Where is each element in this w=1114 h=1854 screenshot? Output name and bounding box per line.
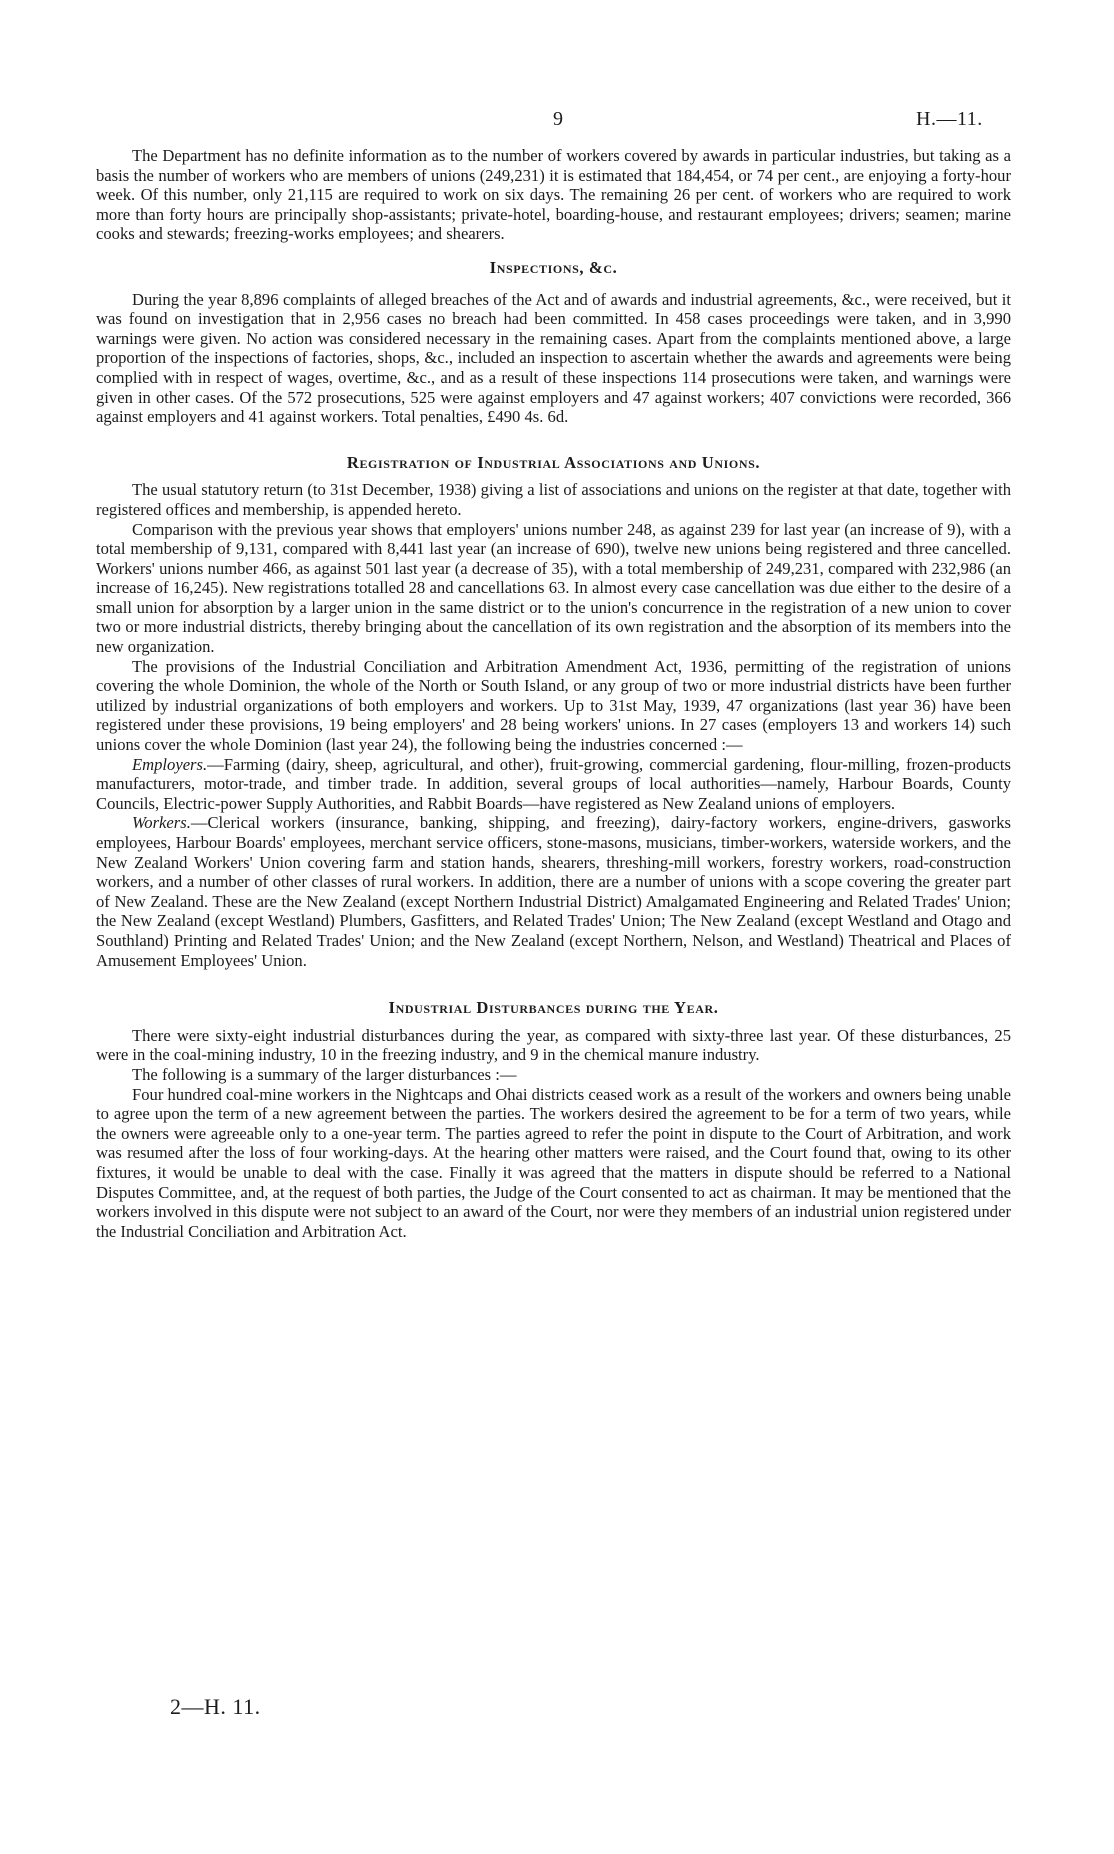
workers-text: —Clerical workers (insurance, banking, shipping, and freezing), dairy-factory workers, engine-drivers, gasworks employees, Harbour Boards' employees, merchant service officers, stone-masons, musicians, timber-workers, waterside workers, and the New Zealand Workers' Union covering farm and station hands, shearers, threshing-mill workers, forestry workers, road-construction workers, and a number of other classes of rural workers. In addition, there are a number of unions with a scope covering the greater part of New Zealand. These are the New Zealand (except Northern Industrial District) Amalgamated Engineering and Related Trades' Union; the New Zealand (except Westland) Plumbers, Gasfitters, and Related Trades' Union; The New Zealand (except Westland and Otago and Southland) Printing and Related Trades' Union; and the New Zealand (except Northern, Nelson, and Westland) Theatrical and Places of Amusement Employees' Union. (96, 813, 1011, 970)
workers-label: Workers. (132, 813, 191, 833)
employers-label: Employers. (132, 754, 208, 774)
page-number: 9 (553, 108, 563, 130)
inspections-paragraph: During the year 8,896 complaints of alleged breaches of the Act and of awards and industrial agreements, &c., were received, but it was found on investigation that in 2,956 cases no breach had been committed. In 458 cases proceedings were taken, and in 3,990 warnings were given. No action was considered necessary in the remaining cases. Apart from the complaints mentioned above, a large proportion of the inspections of factories, shops, &c., included an inspection to ascertain whether the awards and agreements were being complied with in respect of wages, overtime, &c., and as a result of these inspections 114 prosecutions were taken, and warnings were given in other cases. Of the 572 prosecutions, 525 were against employers and 47 against workers; 407 convictions were recorded, 366 against employers and 41 against workers. Total penalties, £490 4s. 6d. (96, 289, 1011, 427)
disturbances-paragraph-1: There were sixty-eight industrial disturbances during the year, as compared with sixty-three last year. Of these disturbances, 25 were in the coal-mining industry, 10 in the freezing industry, and 9 in the chemical manure industry. (96, 1025, 1011, 1065)
signature-mark: 2—H. 11. (170, 1694, 261, 1719)
heading-inspections: Inspections, &c. (489, 257, 618, 277)
registration-paragraph-1: The usual statutory return (to 31st December, 1938) giving a list of associations and unions on the register at that date, together with registered offices and membership, is appended hereto. (96, 480, 1011, 519)
workers-paragraph (96, 813, 1011, 970)
employers-paragraph (96, 755, 1011, 814)
disturbances-paragraph-2: The following is a summary of the larger disturbances :— (132, 1064, 517, 1084)
document-body (96, 146, 1011, 1241)
registration-paragraph-2: Comparison with the previous year shows that employers' unions number 248, as against 239 for last year (an increase of 9), with a total membership of 9,131, compared with 8,441 last year (an increase of 690), twelve new unions being registered and three cancelled. Workers' unions number 466, as against 501 last year (a decrease of 35), with a total membership of 249,231, compared with 232,986 (an increase of 16,245). New registrations totalled 28 and cancellations 63. In almost every case cancellation was due either to the desire of a small union for absorption by a larger union in the same district or to the union's concurrence in the registration of a new union to cover two or more industrial districts, thereby bringing about the cancellation of its own registration and the absorption of its members into the new organization. (96, 519, 1011, 657)
report-code: H.—11. (916, 108, 983, 130)
intro-paragraph: The Department has no definite information as to the number of workers covered by awards in particular industries, but taking as a basis the number of workers who are members of unions (249,231) it is estimated that 184,454, or 74 per cent., are enjoying a forty-hour week. Of this number, only 21,115 are required to work on six days. The remaining 26 per cent. of workers who are required to work more than forty hours are principally shop-assistants; private-hotel, boarding-house, and restaurant employees; drivers; seamen; marine cooks and stewards; freezing-works employees; and shearers. (96, 146, 1011, 244)
disturbances-paragraph-3: Four hundred coal-mine workers in the Nightcaps and Ohai districts ceased work as a result of the workers and owners being unable to agree upon the term of a new agreement between the parties. The workers desired the agreement to be for a term of two years, while the owners were agreeable only to a one-year term. The parties agreed to refer the point in dispute to the Court of Arbitration, and work was resumed after the loss of four working-days. At the hearing other matters were raised, and the Court found that, owing to its other fixtures, it would be unable to deal with the case. Finally it was agreed that the matters in dispute should be referred to a National Disputes Committee, and, at the request of both parties, the Judge of the Court consented to act as chairman. It may be mentioned that the workers involved in this dispute were not subject to an award of the Court, nor were they members of an industrial union registered under the Industrial Conciliation and Arbitration Act. (96, 1084, 1011, 1241)
heading-registration: Registration of Industrial Associations and Unions. (346, 452, 761, 472)
employers-text: —Farming (dairy, sheep, agricultural, and other), fruit-growing, commercial gardening, flour-milling, frozen-products manufacturers, motor-trade, and timber trade. In addition, several groups of local authorities—namely, Harbour Boards, County Councils, Electric-power Supply Authorities, and Rabbit Boards—have registered as New Zealand unions of employers. (96, 754, 1011, 813)
heading-disturbances: Industrial Disturbances during the Year. (388, 998, 719, 1018)
registration-paragraph-3: The provisions of the Industrial Conciliation and Arbitration Amendment Act, 1936, permitting of the registration of unions covering the whole Dominion, the whole of the North or South Island, or any group of two or more industrial districts have been further utilized by industrial organizations of both employers and workers. Up to 31st May, 1939, 47 organizations (last year 36) have been registered under these provisions, 19 being employers' and 28 being workers' unions. In 27 cases (employers 13 and workers 14) such unions cover the whole Dominion (last year 24), the following being the industries concerned :— (96, 656, 1011, 755)
